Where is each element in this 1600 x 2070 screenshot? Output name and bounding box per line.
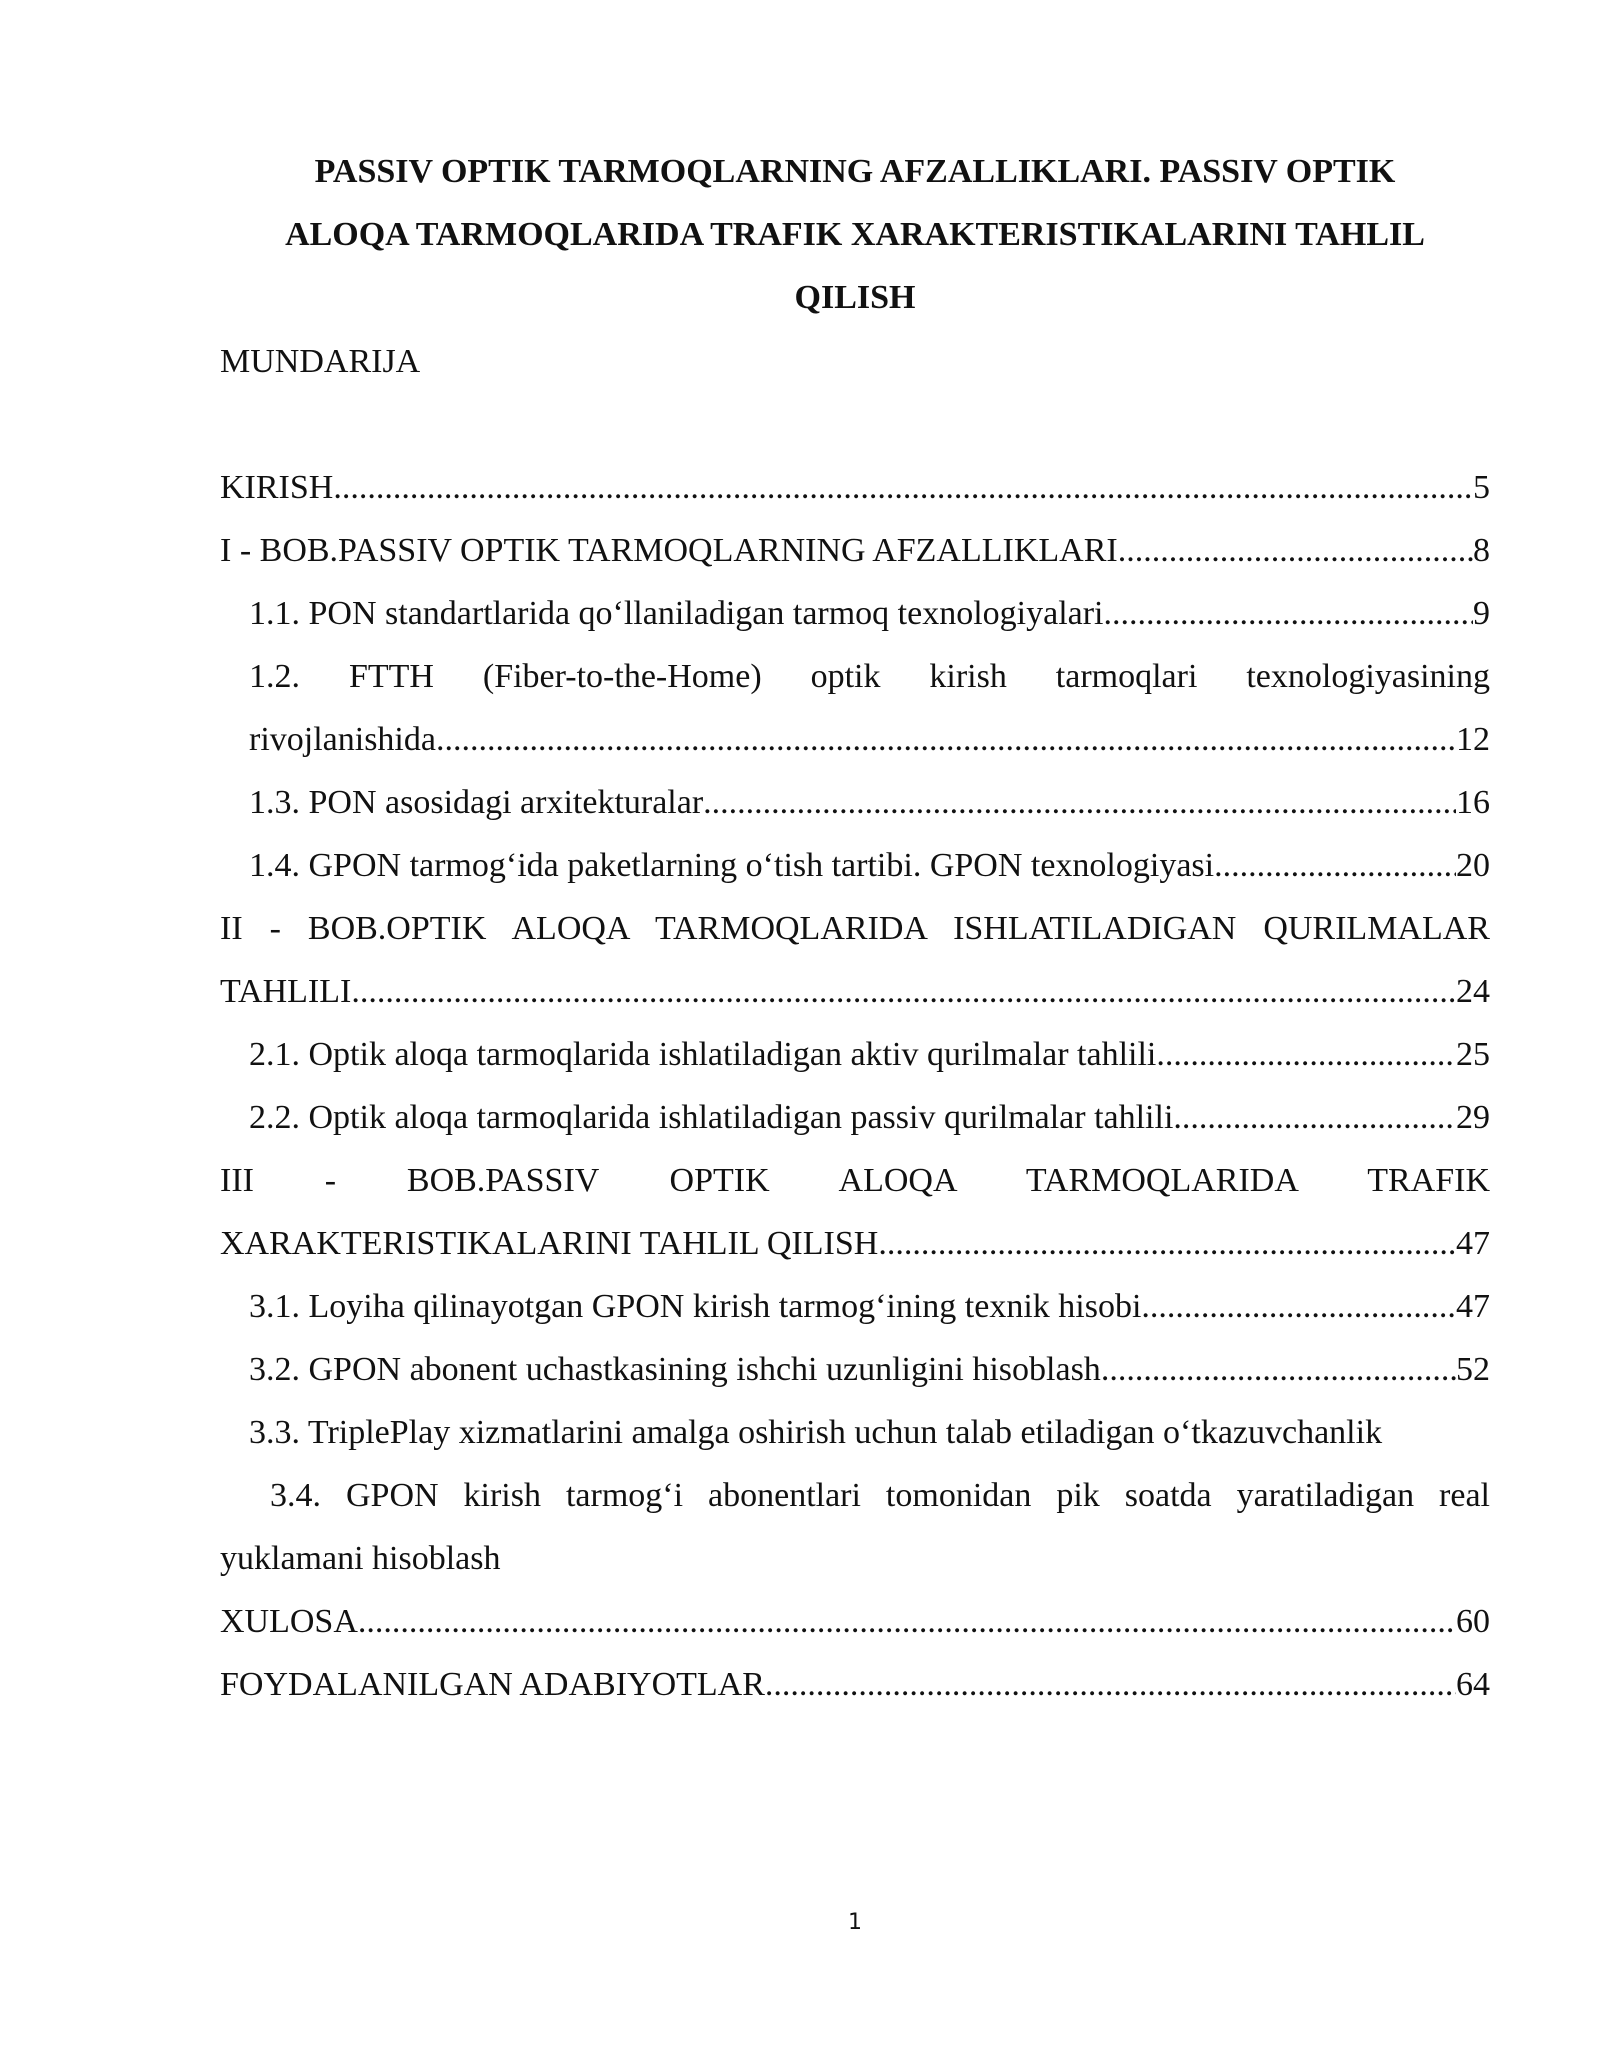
title-line-2: ALOQA TARMOQLARIDA TRAFIK XARAKTERISTIKALARINI TAHLIL bbox=[285, 216, 1425, 253]
toc-entry-label: 2.1. Optik aloqa tarmoqlarida ishlatiladigan aktiv qurilmalar tahlili bbox=[249, 1036, 1157, 1073]
toc-dot-leader bbox=[765, 1653, 1456, 1716]
toc-entry-label: rivojlanishida bbox=[249, 721, 436, 758]
toc-entry-3-2 bbox=[220, 1338, 1490, 1401]
toc-dot-leader bbox=[1141, 1275, 1456, 1338]
toc-entry-2-1 bbox=[220, 1023, 1490, 1086]
toc-dot-leader bbox=[1156, 1023, 1456, 1086]
page-number: 1 bbox=[848, 1910, 862, 1935]
toc-entry-page: 16 bbox=[1456, 784, 1490, 821]
toc-entry-3-4-line-1: 3.4. GPON kirish tarmog‘i abonentlari tomonidan pik soatda yaratiladigan real bbox=[270, 1477, 1490, 1514]
title-line-1: PASSIV OPTIK TARMOQLARNING AFZALLIKLARI. PASSIV OPTIK bbox=[314, 153, 1396, 190]
toc-entry-page: 47 bbox=[1456, 1225, 1490, 1262]
toc-dot-leader bbox=[703, 771, 1456, 834]
toc-entry-label: FOYDALANILGAN ADABIYOTLAR bbox=[220, 1666, 765, 1703]
toc-entry-1-2-line-1: 1.2. FTTH (Fiber-to-the-Home) optik kirish tarmoqlari texnologiyasining bbox=[249, 658, 1490, 695]
toc-dot-leader bbox=[1101, 1338, 1456, 1401]
toc-entry-page: 24 bbox=[1456, 973, 1490, 1010]
toc-entry-label: XULOSA bbox=[220, 1603, 358, 1640]
toc-dot-leader bbox=[436, 708, 1456, 771]
toc-entry-label: 2.2. Optik aloqa tarmoqlarida ishlatiladigan passiv qurilmalar tahlili bbox=[249, 1099, 1174, 1136]
toc-entry-3-3: 3.3. TriplePlay xizmatlarini amalga oshirish uchun talab etiladigan o‘tkazuvchanlik bbox=[249, 1414, 1383, 1451]
toc-dot-leader bbox=[1214, 834, 1456, 897]
toc-entry-page: 47 bbox=[1456, 1288, 1490, 1325]
toc-dot-leader bbox=[1118, 519, 1473, 582]
toc-entry-label: TAHLILI bbox=[220, 973, 352, 1010]
toc-entry-page: 20 bbox=[1456, 847, 1490, 884]
toc-entry-label: 1.4. GPON tarmog‘ida paketlarning o‘tish tartibi. GPON texnologiyasi bbox=[249, 847, 1215, 884]
toc-entry-label: 1.1. PON standartlarida qo‘llaniladigan tarmoq texnologiyalari bbox=[249, 595, 1104, 632]
toc-entry-page: 60 bbox=[1456, 1603, 1490, 1640]
toc-entry-label: XARAKTERISTIKALARINI TAHLIL QILISH bbox=[220, 1225, 879, 1262]
toc-dot-leader bbox=[333, 456, 1473, 519]
toc-entry-label: KIRISH bbox=[220, 469, 334, 506]
toc-entry-1-1 bbox=[220, 582, 1490, 645]
toc-entry-bob3-line-1: III - BOB.PASSIV OPTIK ALOQA TARMOQLARIDA TRAFIK bbox=[220, 1162, 1490, 1199]
toc-entry-2-2 bbox=[220, 1086, 1490, 1149]
toc-entry-1-4 bbox=[220, 834, 1490, 897]
toc-entry-bob2 bbox=[220, 960, 1490, 1023]
toc-entry-kirish bbox=[220, 456, 1490, 519]
document-title bbox=[220, 140, 1490, 329]
toc-dot-leader bbox=[351, 960, 1456, 1023]
toc-entry-label: 3.1. Loyiha qilinayotgan GPON kirish tarmog‘ining texnik hisobi bbox=[249, 1288, 1142, 1325]
toc-entry-adabiyotlar bbox=[220, 1653, 1490, 1716]
toc-entry-label: 1.3. PON asosidagi arxitekturalar bbox=[249, 784, 704, 821]
toc-entry-1-3 bbox=[220, 771, 1490, 834]
table-of-contents bbox=[220, 456, 1490, 1716]
toc-entry-page: 52 bbox=[1456, 1351, 1490, 1388]
toc-dot-leader bbox=[1173, 1086, 1456, 1149]
toc-entry-page: 64 bbox=[1456, 1666, 1490, 1703]
toc-dot-leader bbox=[1104, 582, 1474, 645]
toc-entry-label: 3.2. GPON abonent uchastkasining ishchi uzunligini hisoblash bbox=[249, 1351, 1101, 1388]
toc-entry-bob1 bbox=[220, 519, 1490, 582]
title-line-3: QILISH bbox=[794, 279, 916, 316]
toc-entry-bob2-line-1: II - BOB.OPTIK ALOQA TARMOQLARIDA ISHLATILADIGAN QURILMALAR bbox=[220, 910, 1490, 947]
toc-entry-3-1 bbox=[220, 1275, 1490, 1338]
toc-entry-page: 9 bbox=[1473, 595, 1490, 632]
toc-entry-1-2 bbox=[220, 708, 1490, 771]
toc-entry-label: I - BOB.PASSIV OPTIK TARMOQLARNING AFZALLIKLARI bbox=[220, 532, 1118, 569]
toc-dot-leader bbox=[878, 1212, 1456, 1275]
toc-entry-xulosa bbox=[220, 1590, 1490, 1653]
toc-entry-page: 12 bbox=[1456, 721, 1490, 758]
toc-entry-page: 8 bbox=[1473, 532, 1490, 569]
toc-heading: MUNDARIJA bbox=[220, 343, 421, 380]
toc-entry-page: 25 bbox=[1456, 1036, 1490, 1073]
toc-dot-leader bbox=[358, 1590, 1456, 1653]
toc-entry-page: 29 bbox=[1456, 1099, 1490, 1136]
toc-entry-page: 5 bbox=[1473, 469, 1490, 506]
toc-entry-3-4-line-2: yuklamani hisoblash bbox=[220, 1540, 501, 1577]
toc-entry-bob3 bbox=[220, 1212, 1490, 1275]
